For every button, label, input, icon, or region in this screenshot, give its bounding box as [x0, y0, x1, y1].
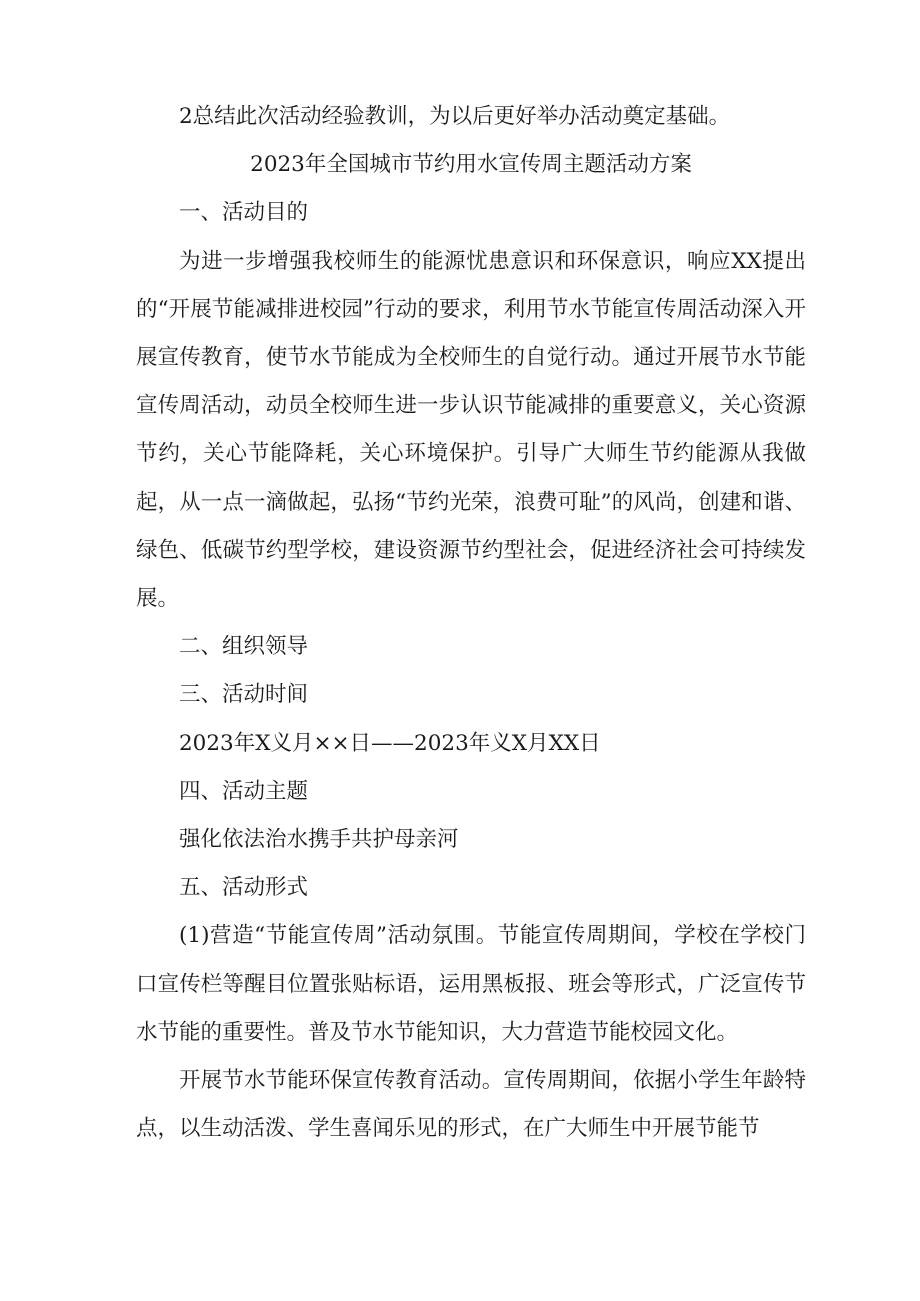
- document-body: [136, 93, 806, 1153]
- paragraph-summary: 2总结此次活动经验教训，为以后更好举办活动奠定基础。: [179, 104, 731, 129]
- section-heading-theme: 四、活动主题: [179, 778, 309, 804]
- document-title: 2023年全国城市节约用水宣传周主题活动方案: [250, 152, 692, 178]
- paragraph-format-1: (1)营造“节能宣传周”活动氛围。节能宣传周期间，学校在学校门口宣传栏等醒目位置张贴标语，运用黑板报、班会等形式，广泛宣传节水节能的重要性。普及节水节能知识，大力营造节能校园文化。: [136, 923, 806, 1045]
- section-heading-format: 五、活动形式: [179, 875, 309, 901]
- paragraph-format-2: 开展节水节能环保宣传教育活动。宣传周期间，依据小学生年龄特点，以生动活泼、学生喜闻乐见的形式，在广大师生中开展节能节: [136, 1068, 806, 1142]
- section-heading-organization: 二、组织领导: [179, 634, 309, 660]
- paragraph-time: 2023年X义月××日——2023年义X月XX日: [179, 730, 601, 756]
- paragraph-theme: 强化依法治水携手共护母亲河: [179, 827, 459, 853]
- paragraph-purpose: 为进一步增强我校师生的能源忧患意识和环保意识，响应XX提出的“开展节能减排进校园”行动的要求，利用节水节能宣传周活动深入开展宣传教育，使节水节能成为全校师生的自觉行动。通过开展节水节能宣传周活动，动员全校师生进一步认识节能减排的重要意义，关心资源节约，关心节能降耗，关心环境保护。引导广大师生节约能源从我做起，从一点一滴做起，弘扬“节约光荣，浪费可耻”的风尚，创建和谐、绿色、低碳节约型学校，建设资源节约型社会，促进经济社会可持续发展。: [136, 248, 806, 612]
- section-heading-purpose: 一、活动目的: [179, 200, 309, 226]
- section-heading-time: 三、活动时间: [179, 682, 309, 708]
